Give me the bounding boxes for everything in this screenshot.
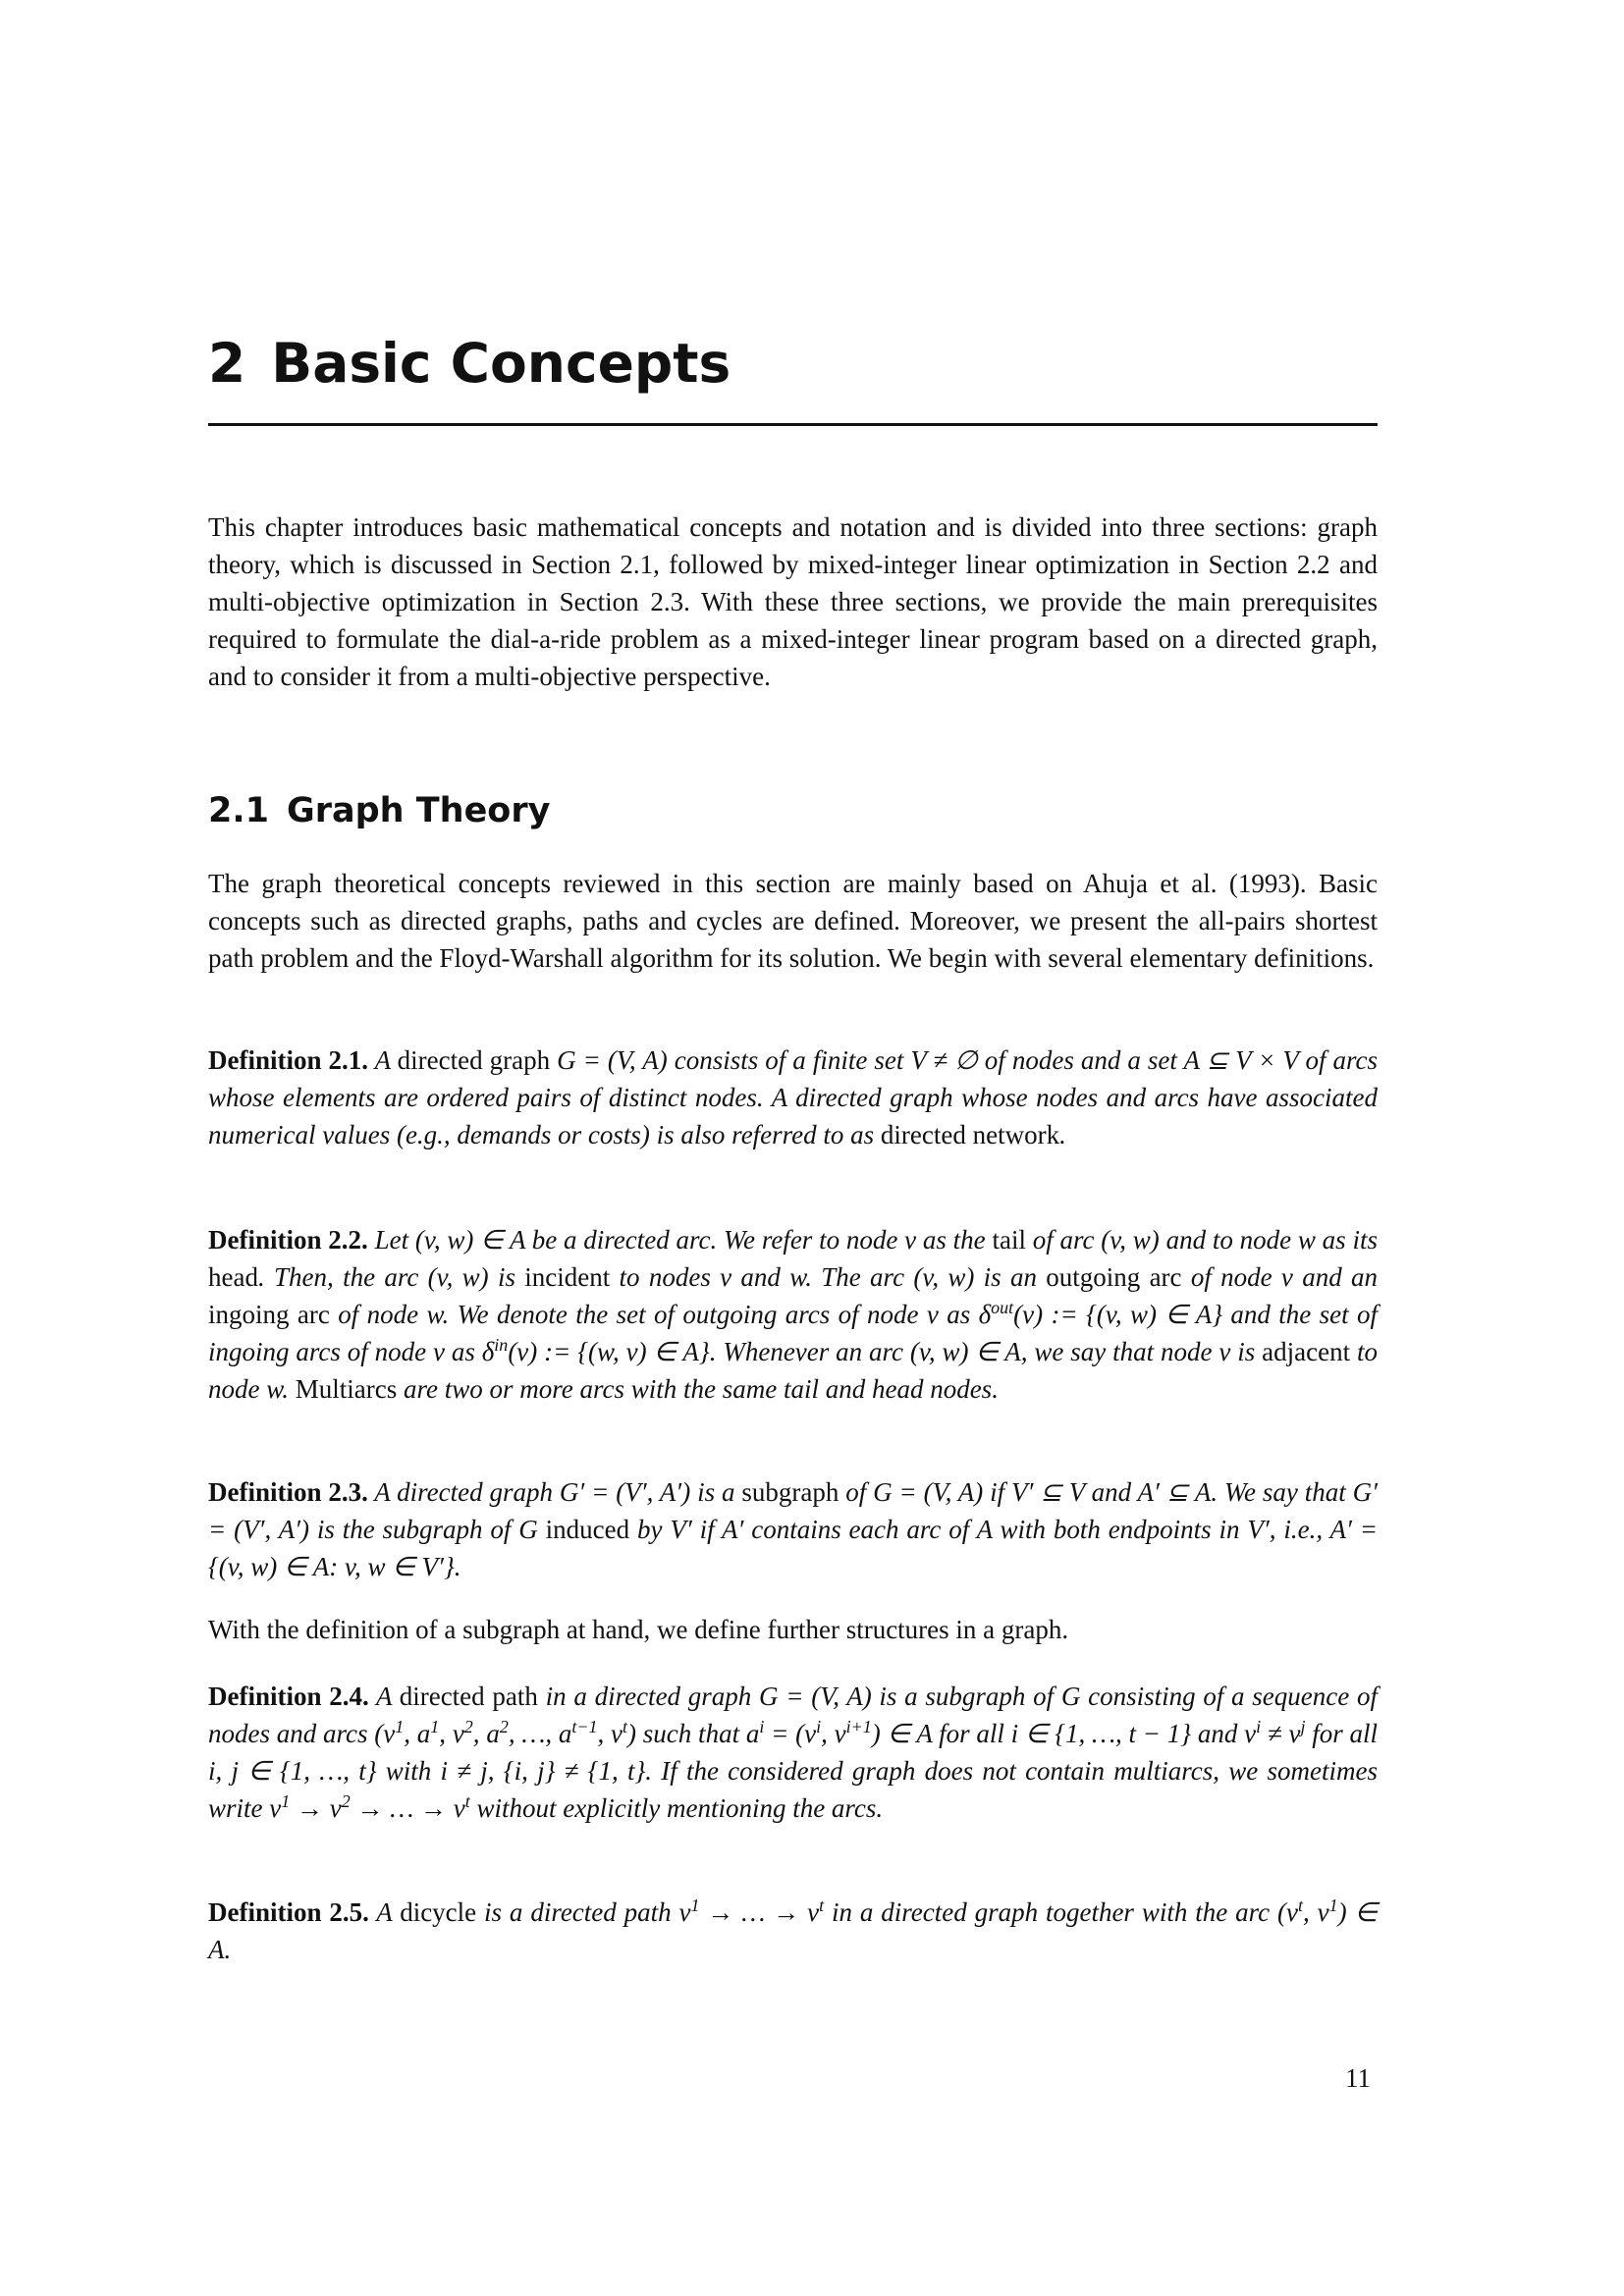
section-number: 2.1 (208, 791, 270, 830)
text-run: is a directed path v (476, 1897, 691, 1927)
text-run: of node v and an (1181, 1262, 1378, 1292)
text-run: of node w. We denote the set of outgoing arcs of node v as δ (329, 1300, 992, 1329)
definition-2-2 (208, 1221, 1378, 1408)
chapter-rule (208, 423, 1378, 426)
superscript: out (991, 1298, 1014, 1317)
superscript: j (1300, 1717, 1306, 1736)
text-run: induced (545, 1515, 630, 1544)
superscript: i (759, 1717, 765, 1736)
definition-label: Definition 2.4. (208, 1682, 369, 1711)
superscript: 2 (463, 1717, 473, 1736)
text-run: of G = (V, A) if V′ ⊆ V and A′ ⊆ A. We say that G′ = (V′, A′) is the subgraph of G (208, 1477, 1378, 1544)
text-run: subgraph (741, 1477, 839, 1507)
superscript: 2 (341, 1791, 351, 1811)
text-run: to node w. (208, 1337, 1378, 1404)
superscript: 2 (499, 1717, 509, 1736)
text-run: outgoing arc (1046, 1262, 1182, 1292)
chapter-title: Basic Concepts (271, 332, 731, 395)
definition-label: Definition 2.5. (208, 1897, 369, 1927)
superscript: t (623, 1717, 628, 1736)
text-run: to nodes v and w. The arc (v, w) is an (610, 1262, 1047, 1292)
text-run: → … → v (699, 1897, 820, 1927)
superscript: t (1297, 1896, 1303, 1915)
text-run: ≠ v (1261, 1719, 1301, 1748)
text-run: , v (1302, 1897, 1329, 1927)
text-run: , a (472, 1719, 500, 1748)
text-run: G = (V, A) consists of a finite set V ≠ ∅ of nodes and a set A ⊆ V × V of arcs whose elements are ordered pairs of distinct nodes. A directed graph whose nodes and arcs have associated numerical values (e.g., demands or costs) is also referred to as (208, 1045, 1378, 1149)
text-run: (v) := {(w, v) ∈ A}. Whenever an arc (v, w) ∈ A, we say that node v is (508, 1337, 1263, 1366)
section-heading (208, 791, 550, 830)
text-run: → … → v (350, 1793, 465, 1823)
definition-2-1 (208, 1041, 1378, 1153)
superscript: in (494, 1335, 509, 1355)
chapter-heading (208, 332, 731, 395)
text-run: Let (v, w) ∈ A be a directed arc. We refer to node v as the (367, 1225, 993, 1255)
chapter-number: 2 (208, 332, 246, 395)
section-title: Graph Theory (287, 791, 551, 830)
text-run: , a (404, 1719, 431, 1748)
text-run: . Then, the arc (v, w) is (257, 1262, 525, 1292)
definition-label: Definition 2.2. (208, 1225, 368, 1255)
superscript: t (464, 1791, 470, 1811)
page-number: 11 (1345, 2063, 1371, 2093)
text-run: ingoing arc (208, 1300, 330, 1329)
text-run: . (1059, 1120, 1066, 1149)
definition-2-5 (208, 1894, 1378, 1968)
text-run: , …, a (508, 1719, 572, 1748)
text-run: for all i, j ∈ {1, …, t} with i ≠ j, {i, j} ≠ {1, t}. If the considered graph does not contain multiarcs, we sometimes write v (208, 1719, 1379, 1823)
text-run: are two or more arcs with the same tail and head nodes. (397, 1374, 999, 1404)
superscript: 1 (395, 1717, 405, 1736)
text-run: incident (524, 1262, 611, 1292)
graph-theory-intro-paragraph (208, 865, 1378, 977)
superscript: i+1 (845, 1717, 872, 1736)
text-run: of arc (v, w) and to node w as its (1025, 1225, 1378, 1255)
text-run: A (368, 1682, 400, 1711)
text-run: in a directed graph G = (V, A) is a subgraph of G consisting of a sequence of nodes and arcs (v (208, 1682, 1378, 1748)
intro-paragraph (208, 508, 1378, 695)
text-run: directed path (399, 1682, 538, 1711)
text-run: With the definition of a subgraph at hand, we define further structures in a graph. (208, 1615, 1069, 1644)
text-run: by V′ if A′ contains each arc of A with both endpoints in V′, i.e., A′ = {(v, w) ∈ A: v, w ∈ V′}. (208, 1515, 1378, 1581)
text-run: tail (992, 1225, 1026, 1255)
text-run: head (208, 1262, 258, 1292)
text-run: , v (439, 1719, 464, 1748)
text-run: , v (821, 1719, 846, 1748)
text-run: This chapter introduces basic mathematical concepts and notation and is divided into three sections: graph theory, which is discussed in Section 2.1, followed by mixed-integer linear optimization in Section 2.2 and multi-objective optimization in Section 2.3. With these three sections, we provide the main prerequisites required to formulate the dial-a-ride problem as a mixed-integer linear program based on a directed graph, and to consider it from a multi-objective perspective. (208, 512, 1378, 691)
text-run: without explicitly mentioning the arcs. (469, 1793, 884, 1823)
text-run: directed network (880, 1120, 1060, 1149)
superscript: i (1256, 1717, 1262, 1736)
definition-label: Definition 2.1. (208, 1045, 369, 1075)
superscript: 1 (1328, 1896, 1338, 1915)
text-run: ) such that a (627, 1719, 760, 1748)
superscript: t−1 (571, 1717, 598, 1736)
definition-2-4 (208, 1678, 1378, 1827)
superscript: i (816, 1717, 822, 1736)
text-run: in a directed graph together with the arc (v (824, 1897, 1298, 1927)
text-run: , v (597, 1719, 623, 1748)
superscript: 1 (430, 1717, 440, 1736)
text-run: The graph theoretical concepts reviewed in this section are mainly based on Ahuja et al. (1993). Basic concepts such as directed graphs, paths and cycles are defined. Moreover, we present the all-pairs shortest path problem and the Floyd-Warshall algorithm for its solution. We begin with several elementary definitions. (208, 869, 1378, 973)
text-run: ) ∈ A for all i ∈ {1, …, t − 1} and v (871, 1719, 1257, 1748)
text-run: = (v (764, 1719, 817, 1748)
text-run: (v) := {(v, w) ∈ A} and the set of ingoing arcs of node v as δ (208, 1300, 1379, 1366)
text-run: directed graph (397, 1045, 551, 1075)
text-run: adjacent (1262, 1337, 1351, 1366)
text-run: Multiarcs (295, 1374, 398, 1404)
text-run: A directed graph G′ = (V′, A′) is a (367, 1477, 742, 1507)
text-run: ) ∈ A. (208, 1897, 1378, 1964)
text-run: A (368, 1045, 398, 1075)
definition-2-3 (208, 1473, 1378, 1585)
superscript: 1 (690, 1896, 700, 1915)
text-run: A (368, 1897, 401, 1927)
text-run: dicycle (400, 1897, 477, 1927)
definition-label: Definition 2.3. (208, 1477, 368, 1507)
superscript: t (819, 1896, 825, 1915)
subgraph-transition-paragraph (208, 1611, 1378, 1648)
superscript: 1 (281, 1791, 291, 1811)
text-run: → v (290, 1793, 342, 1823)
